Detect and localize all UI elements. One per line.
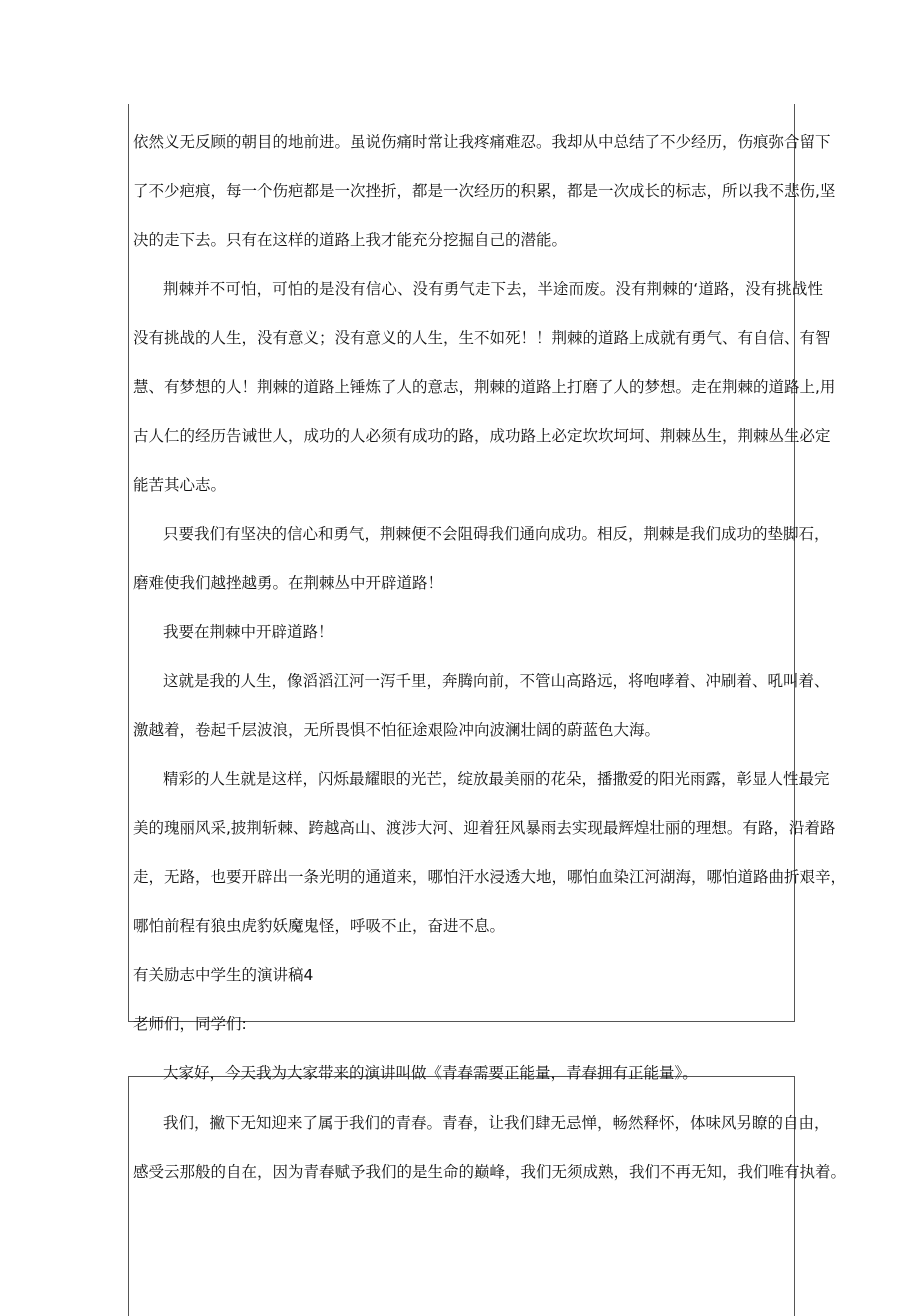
paragraph-line: 激越着，卷起千层波浪，无所畏惧不怕征途艰险冲向波澜壮阔的蔚蓝色大海。	[133, 721, 661, 739]
paragraph-line: 哪怕前程有狼虫虎豹妖魔鬼怪，呼吸不止，奋进不息。	[133, 917, 506, 935]
paragraph-line: 感受云那般的自在，因为青春赋予我们的是生命的巅峰，我们无须成熟，我们不再无知，我们唯有执着。	[133, 1163, 847, 1181]
text-frame-bottom	[128, 1076, 847, 1316]
paragraph-line: 古人仁的经历告诫世人，成功的人必须有成功的路，成功路上必定坎坎坷坷、荆棘丛生，荆棘丛生必定	[133, 427, 831, 445]
section-heading: 有关励志中学生的演讲稿4	[133, 966, 314, 984]
paragraph-line: 依然义无反顾的朝目的地前进。虽说伤痛时常让我疼痛难忍。我却从中总结了不少经历，伤痕弥合留下	[133, 133, 831, 151]
paragraph-line: 能苦其心志。	[133, 476, 227, 494]
paragraph-line: 我要在荆棘中开辟道路！	[163, 623, 334, 641]
paragraph-line: 只要我们有坚决的信心和勇气，荆棘便不会阻碍我们通向成功。相反，荆棘是我们成功的垫脚石，	[163, 525, 830, 543]
paragraph-line: 这就是我的人生，像滔滔江河一泻千里，奔腾向前，不管山高路远，将咆哮着、冲刷着、吼叫着、	[163, 672, 830, 690]
paragraph-line: 没有挑战的人生，没有意义；没有意义的人生，生不如死！！荆棘的道路上成就有勇气、有自信、有智	[133, 329, 831, 347]
paragraph-line: 走，无路，也要开辟出一条光明的通道来，哪怕汗水浸透大地，哪怕血染江河湖海，哪怕道路曲折艰辛，	[133, 868, 847, 886]
paragraph-line: 精彩的人生就是这样，闪烁最耀眼的光芒，绽放最美丽的花朵，播撒爱的阳光雨露，彰显人性最完	[163, 770, 830, 788]
paragraph-line: 大家好，今天我为大家带来的演讲叫做《青春需要正能量，青春拥有正能量》。	[163, 1064, 698, 1082]
paragraph-line: 美的瑰丽风采,披荆斩棘、跨越高山、渡涉大河、迎着狂风暴雨去实现最辉煌壮丽的理想。有路，沿着路	[133, 819, 836, 837]
paragraph-line: 磨难使我们越挫越勇。在荆棘丛中开辟道路！	[133, 574, 444, 592]
paragraph-line: 了不少疤痕，每一个伤疤都是一次挫折，都是一次经历的积累，都是一次成长的标志，所以我不悲伤,坚	[133, 182, 836, 200]
paragraph-line: 我们，撇下无知迎来了属于我们的青春。青春，让我们肆无忌惮，畅然释怀，体味风另瞭的自由，	[163, 1114, 830, 1132]
paragraph-line: 荆棘并不可怕，可怕的是没有信心、没有勇气走下去，半途而废。没有荆棘的‘道路，没有挑战性	[163, 280, 823, 298]
salutation: 老师们，同学们:	[133, 1015, 247, 1033]
paragraph-line: 决的走下去。只有在这样的道路上我才能充分挖掘自己的潜能。	[133, 231, 568, 249]
paragraph-line: 慧、有梦想的人！荆棘的道路上锤炼了人的意志，荆棘的道路上打磨了人的梦想。走在荆棘的道路上,用	[133, 378, 836, 396]
